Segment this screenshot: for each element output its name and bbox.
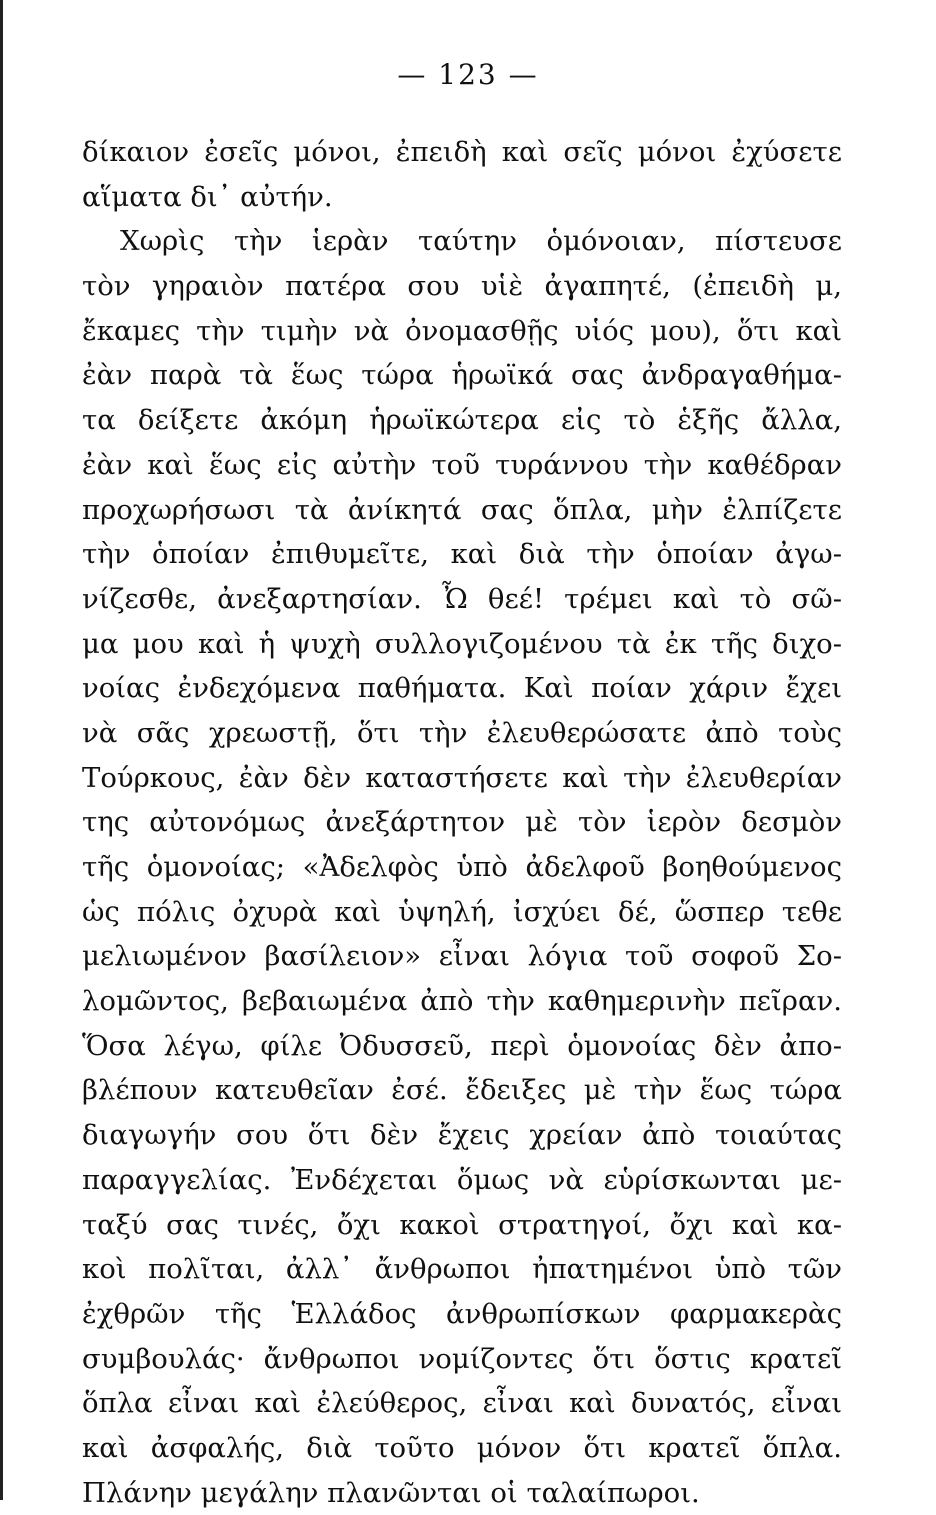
body-text bbox=[82, 130, 842, 1515]
text-line: Ὅσα λέγω, φίλε Ὀδυσσεῦ, περὶ ὁμονοίας δὲν ἀπο- bbox=[82, 1029, 842, 1062]
text-line: νίζεσθε, ἀνεξαρτησίαν. Ὦ θεέ! τρέμει καὶ τὸ σῶ- bbox=[82, 582, 842, 615]
text-line: ἐὰν καὶ ἕως εἰς αὐτὴν τοῦ τυράννου τὴν καθέδραν bbox=[82, 448, 842, 481]
text-line: ἐχθρῶν τῆς Ἑλλάδος ἀνθρωπίσκων φαρμακερὰς bbox=[82, 1297, 842, 1330]
text-line: Πλάνην μεγάλην πλανῶνται οἱ ταλαίπωροι. bbox=[82, 1476, 700, 1509]
text-line: ταξύ σας τινές, ὄχι κακοὶ στρατηγοί, ὄχι καὶ κα- bbox=[82, 1208, 842, 1241]
page-edge bbox=[0, 0, 3, 1500]
text-line: ὡς πόλις ὀχυρὰ καὶ ὑψηλή, ἰσχύει δέ, ὥσπερ τεθε bbox=[82, 895, 842, 928]
text-line: λομῶντος, βεβαιωμένα ἀπὸ τὴν καθημερινὴν πεῖραν. bbox=[82, 985, 842, 1018]
text-line: ἔκαμες τὴν τιμὴν νὰ ὀνομασθῇς υἱός μου), ὅτι καὶ bbox=[82, 314, 842, 347]
text-line: τὴν ὁποίαν ἐπιθυμεῖτε, καὶ διὰ τὴν ὁποίαν ἀγω- bbox=[82, 538, 842, 571]
text-line: Χωρὶς τὴν ἱερὰν ταύτην ὁμόνοιαν, πίστευσε bbox=[120, 225, 842, 258]
text-line: μα μου καὶ ἡ ψυχὴ συλλογιζομένου τὰ ἐκ τῆς διχο- bbox=[82, 627, 842, 660]
text-line: της αὐτονόμως ἀνεξάρτητον μὲ τὸν ἱερὸν δεσμὸν bbox=[82, 806, 842, 839]
text-line: τὸν γηραιὸν πατέρα σου υἱὲ ἀγαπητέ, (ἐπειδὴ μ, bbox=[82, 270, 842, 303]
text-line: νοίας ἐνδεχόμενα παθήματα. Καὶ ποίαν χάριν ἔχει bbox=[82, 672, 842, 705]
text-line: προχωρήσωσι τὰ ἀνίκητά σας ὅπλα, μὴν ἐλπίζετε bbox=[82, 493, 842, 526]
text-line: ὅπλα εἶναι καὶ ἐλεύθερος, εἶναι καὶ δυνατός, εἶναι bbox=[82, 1387, 842, 1420]
text-line: αἵματα δι᾿ αὐτήν. bbox=[82, 180, 333, 213]
text-line: παραγγελίας. Ἐνδέχεται ὅμως νὰ εὑρίσκωνται με- bbox=[82, 1163, 842, 1196]
text-line: τα δείξετε ἀκόμη ἡρωϊκώτερα εἰς τὸ ἑξῆς ἄλλα, bbox=[82, 404, 842, 437]
text-line: συμβουλάς· ἄνθρωποι νομίζοντες ὅτι ὅστις κρατεῖ bbox=[82, 1342, 842, 1375]
text-line: τῆς ὁμονοίας; «Ἀδελφὸς ὑπὸ ἀδελφοῦ βοηθούμενος bbox=[82, 851, 842, 883]
text-line: διαγωγήν σου ὅτι δὲν ἔχεις χρείαν ἀπὸ τοιαύτας bbox=[82, 1119, 842, 1152]
text-line: καὶ ἀσφαλής, διὰ τοῦτο μόνον ὅτι κρατεῖ ὅπλα. bbox=[82, 1431, 842, 1464]
page-number: — 123 — bbox=[397, 58, 539, 91]
text-line: κοὶ πολῖται, ἀλλ᾿ ἄνθρωποι ἠπατημένοι ὑπὸ τῶν bbox=[82, 1253, 842, 1286]
text-line: νὰ σᾶς χρεωστῇ, ὅτι τὴν ἐλευθερώσατε ἀπὸ τοὺς bbox=[82, 716, 842, 749]
text-line: δίκαιον ἐσεῖς μόνοι, ἐπειδὴ καὶ σεῖς μόνοι ἐχύσετε bbox=[82, 136, 842, 168]
text-line: ἐὰν παρὰ τὰ ἕως τώρα ἡρωϊκά σας ἀνδραγαθήμα- bbox=[82, 359, 842, 392]
text-line: Τούρκους, ἐὰν δὲν καταστήσετε καὶ τὴν ἐλευθερίαν bbox=[82, 761, 842, 794]
text-line: μελιωμένον βασίλειον» εἶναι λόγια τοῦ σοφοῦ Σο- bbox=[82, 940, 842, 973]
text-line: βλέπουν κατευθεῖαν ἐσέ. ἔδειξες μὲ τὴν ἕως τώρα bbox=[82, 1074, 842, 1107]
